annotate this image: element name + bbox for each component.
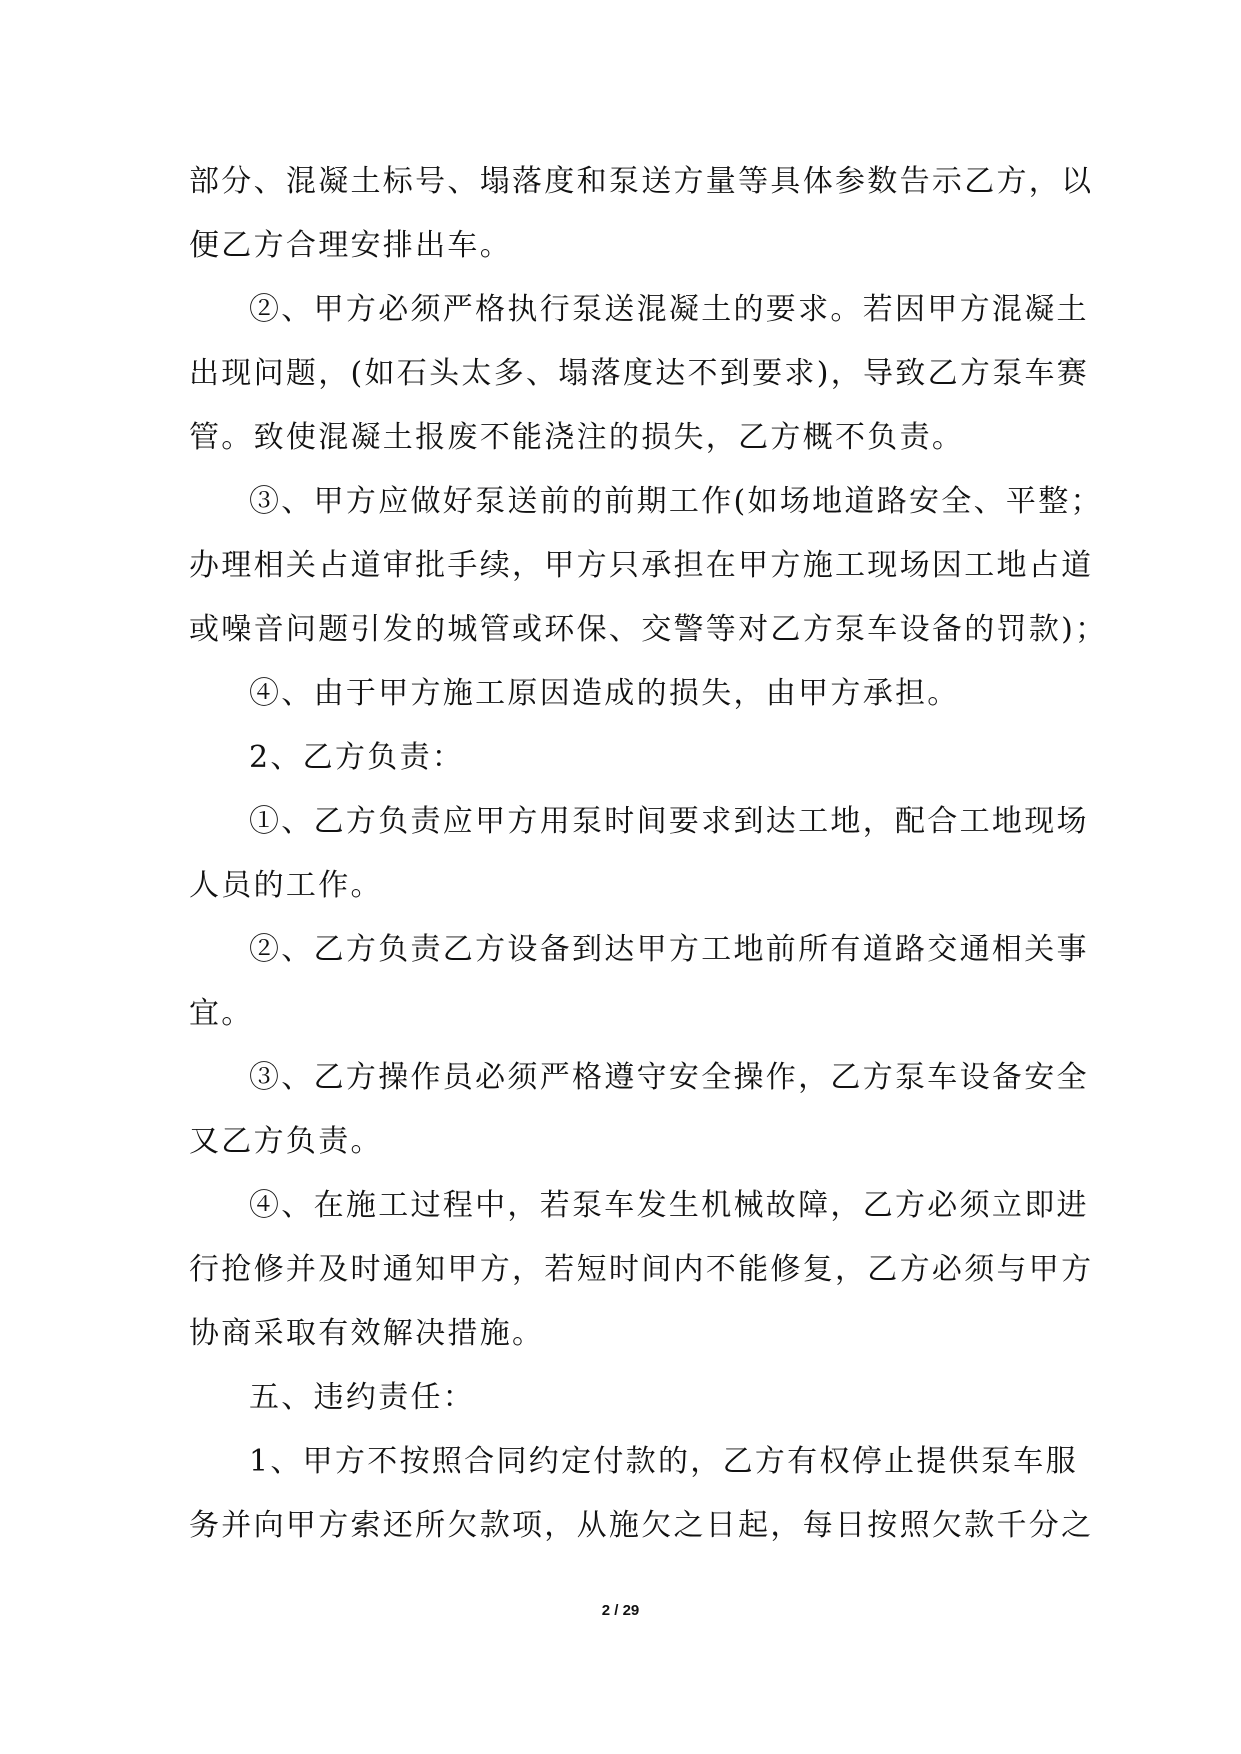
- section-heading: 2、乙方负责：: [249, 740, 465, 775]
- text-line: ③、甲方应做好泵送前的前期工作(如场地道路安全、平整；: [249, 484, 1103, 519]
- text-line: ②、甲方必须严格执行泵送混凝土的要求。若因甲方混凝土: [249, 292, 1089, 327]
- text-line: ④、在施工过程中，若泵车发生机械故障，乙方必须立即进: [249, 1188, 1089, 1223]
- text-line: ②、乙方负责乙方设备到达甲方工地前所有道路交通相关事: [249, 932, 1089, 967]
- text-line: 又乙方负责。: [189, 1124, 383, 1159]
- section-heading: 五、违约责任：: [249, 1380, 476, 1415]
- text-line: 便乙方合理安排出车。: [189, 228, 512, 263]
- text-line: 办理相关占道审批手续，甲方只承担在甲方施工现场因工地占道: [189, 548, 1094, 583]
- text-line: 务并向甲方索还所欠款项，从施欠之日起，每日按照欠款千分之: [189, 1508, 1094, 1543]
- text-line: 或噪音问题引发的城管或环保、交警等对乙方泵车设备的罚款)；: [189, 612, 1108, 647]
- text-line: 出现问题，(如石头太多、塌落度达不到要求)，导致乙方泵车赛: [189, 356, 1090, 391]
- page-number: 2 / 29: [601, 1602, 640, 1619]
- text-line: ③、乙方操作员必须严格遵守安全操作，乙方泵车设备安全: [249, 1060, 1089, 1095]
- text-line: 人员的工作。: [189, 868, 383, 903]
- document-body: [189, 150, 1108, 1558]
- text-line: 部分、混凝土标号、塌落度和泵送方量等具体参数告示乙方，以: [189, 164, 1094, 199]
- text-line: ④、由于甲方施工原因造成的损失，由甲方承担。: [249, 676, 960, 711]
- text-line: 宜。: [189, 996, 254, 1031]
- text-line: 管。致使混凝土报废不能浇注的损失，乙方概不负责。: [189, 420, 965, 455]
- text-line: 协商采取有效解决措施。: [189, 1316, 545, 1351]
- text-line: 1、甲方不按照合同约定付款的，乙方有权停止提供泵车服: [249, 1444, 1078, 1479]
- text-line: 行抢修并及时通知甲方，若短时间内不能修复，乙方必须与甲方: [189, 1252, 1094, 1287]
- text-line: ①、乙方负责应甲方用泵时间要求到达工地，配合工地现场: [249, 804, 1089, 839]
